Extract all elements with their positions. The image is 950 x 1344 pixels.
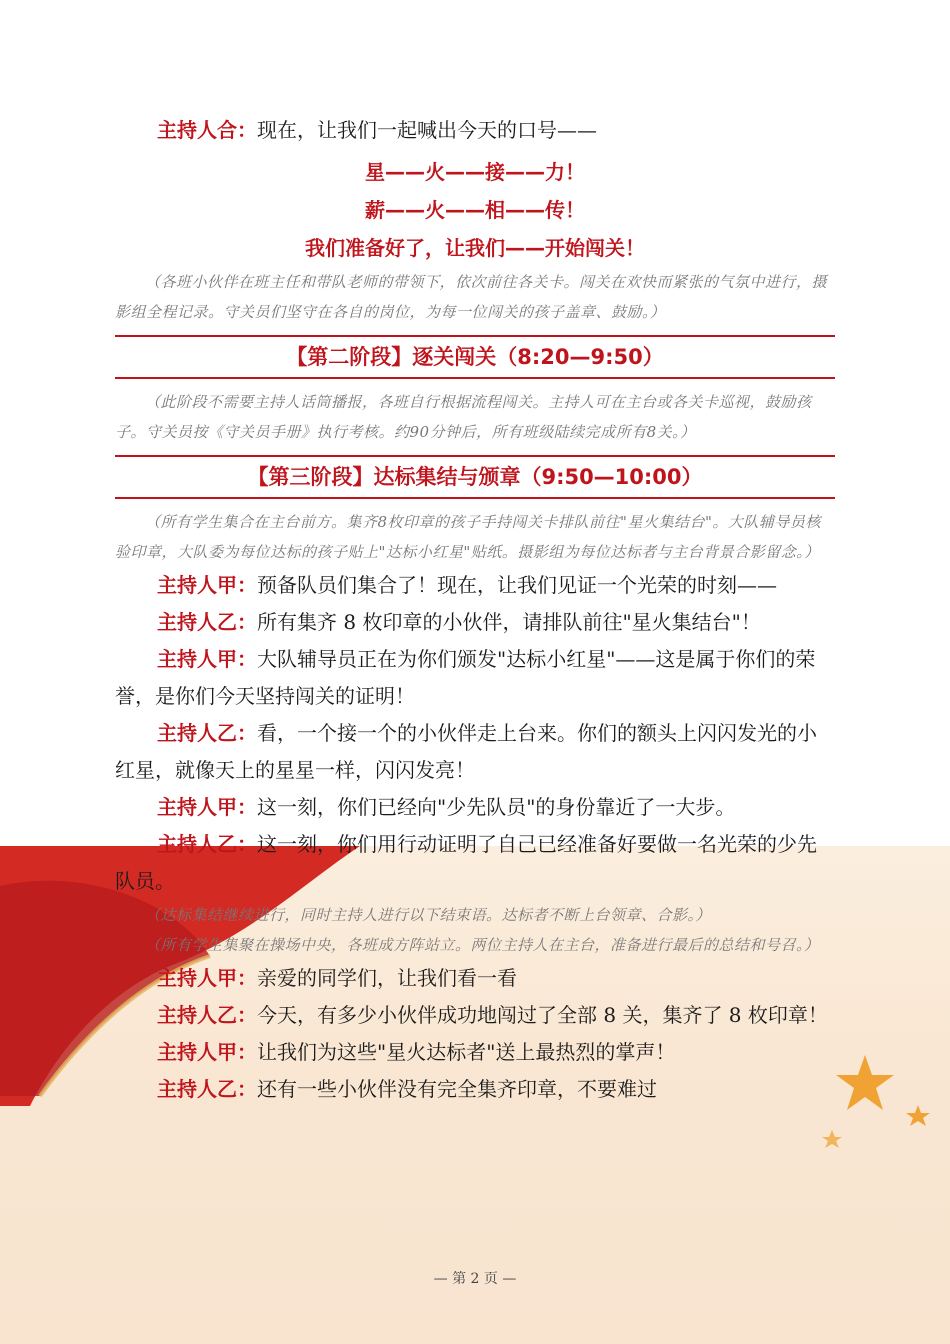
dialogue-line — [115, 641, 835, 715]
stage-note: （所有学生集聚在操场中央，各班成方阵站立。两位主持人在主台，准备进行最后的总结和号召。） — [145, 936, 820, 954]
dialogue-line — [115, 112, 835, 149]
document-body — [115, 0, 835, 1108]
dialogue-text: 所有集齐 8 枚印章的小伙伴，请排队前往"星火集结台"！ — [257, 610, 761, 634]
dialogue-line — [115, 1034, 835, 1071]
page-number: — 第 2 页 — — [433, 1271, 517, 1287]
speaker-label: 主持人乙： — [157, 1003, 257, 1027]
stage-note: （达标集结继续进行，同时主持人进行以下结束语。达标者不断上台领章、合影。） — [145, 906, 712, 924]
dialogue-line — [115, 789, 835, 826]
dialogue-line — [115, 960, 835, 997]
dialogue-line — [115, 567, 835, 604]
dialogue-text: 这一刻，你们用行动证明了自己已经准备好要做一名光荣的少先队员。 — [115, 832, 817, 893]
dialogue-line — [115, 826, 835, 900]
dialogue-line — [115, 715, 835, 789]
dialogue-text: 预备队员们集合了！现在，让我们见证一个光荣的时刻—— — [257, 573, 777, 597]
dialogue-line — [115, 604, 835, 641]
stage-note: （各班小伙伴在班主任和带队老师的带领下，依次前往各关卡。闯关在欢快而紧张的气氛中进行，摄影组全程记录。守关员们坚守在各自的岗位，为每一位闯关的孩子盖章、鼓励。） — [115, 273, 828, 321]
dialogue-text: 看，一个接一个的小伙伴走上台来。你们的额头上闪闪发光的小红星，就像天上的星星一样，闪闪发亮！ — [115, 721, 817, 782]
speaker-label: 主持人乙： — [157, 1077, 257, 1101]
slogan-line: 星——火——接——力！ — [365, 160, 585, 184]
dialogue-text: 这一刻，你们已经向"少先队员"的身份靠近了一大步。 — [257, 795, 736, 819]
stage-note: （此阶段不需要主持人话筒播报，各班自行根据流程闯关。主持人可在主台或各关卡巡视，鼓励孩子。守关员按《守关员手册》执行考核。约90分钟后，所有班级陆续完成所有8关。） — [115, 393, 812, 441]
section-heading: 【第三阶段】达标集结与颁章（9:50—10:00） — [115, 455, 835, 499]
dialogue-line — [115, 1071, 835, 1108]
speaker-label: 主持人甲： — [157, 795, 257, 819]
speaker-label: 主持人乙： — [157, 832, 257, 856]
dialogue-text: 今天，有多少小伙伴成功地闯过了全部 8 关，集齐了 8 枚印章！ — [257, 1003, 828, 1027]
stage-note: （所有学生集合在主台前方。集齐8枚印章的孩子手持闯关卡排队前往"星火集结台"。大队辅导员核验印章，大队委为每位达标的孩子贴上"达标小红星"贴纸。摄影组为每位达标者与主台背景合影留念。） — [115, 513, 821, 561]
dialogue-text: 大队辅导员正在为你们颁发"达标小红星"——这是属于你们的荣誉，是你们今天坚持闯关的证明！ — [115, 647, 816, 708]
dialogue-text: 让我们为这些"星火达标者"送上最热烈的掌声！ — [257, 1040, 676, 1064]
speaker-label: 主持人甲： — [157, 573, 257, 597]
dialogue-text: 亲爱的同学们，让我们看一看 — [257, 966, 517, 990]
speaker-label: 主持人甲： — [157, 966, 257, 990]
dialogue-text: 现在，让我们一起喊出今天的口号—— — [257, 118, 597, 142]
section-heading: 【第二阶段】逐关闯关（8:20—9:50） — [115, 335, 835, 379]
slogan-line: 薪——火——相——传！ — [365, 198, 585, 222]
slogan-line: 我们准备好了，让我们——开始闯关！ — [305, 236, 645, 260]
speaker-label: 主持人乙： — [157, 610, 257, 634]
speaker-label: 主持人甲： — [157, 1040, 257, 1064]
speaker-label: 主持人乙： — [157, 721, 257, 745]
dialogue-text: 还有一些小伙伴没有完全集齐印章，不要难过 — [257, 1077, 657, 1101]
speaker-label: 主持人甲： — [157, 647, 257, 671]
speaker-label: 主持人合： — [157, 118, 257, 142]
dialogue-line — [115, 997, 835, 1034]
